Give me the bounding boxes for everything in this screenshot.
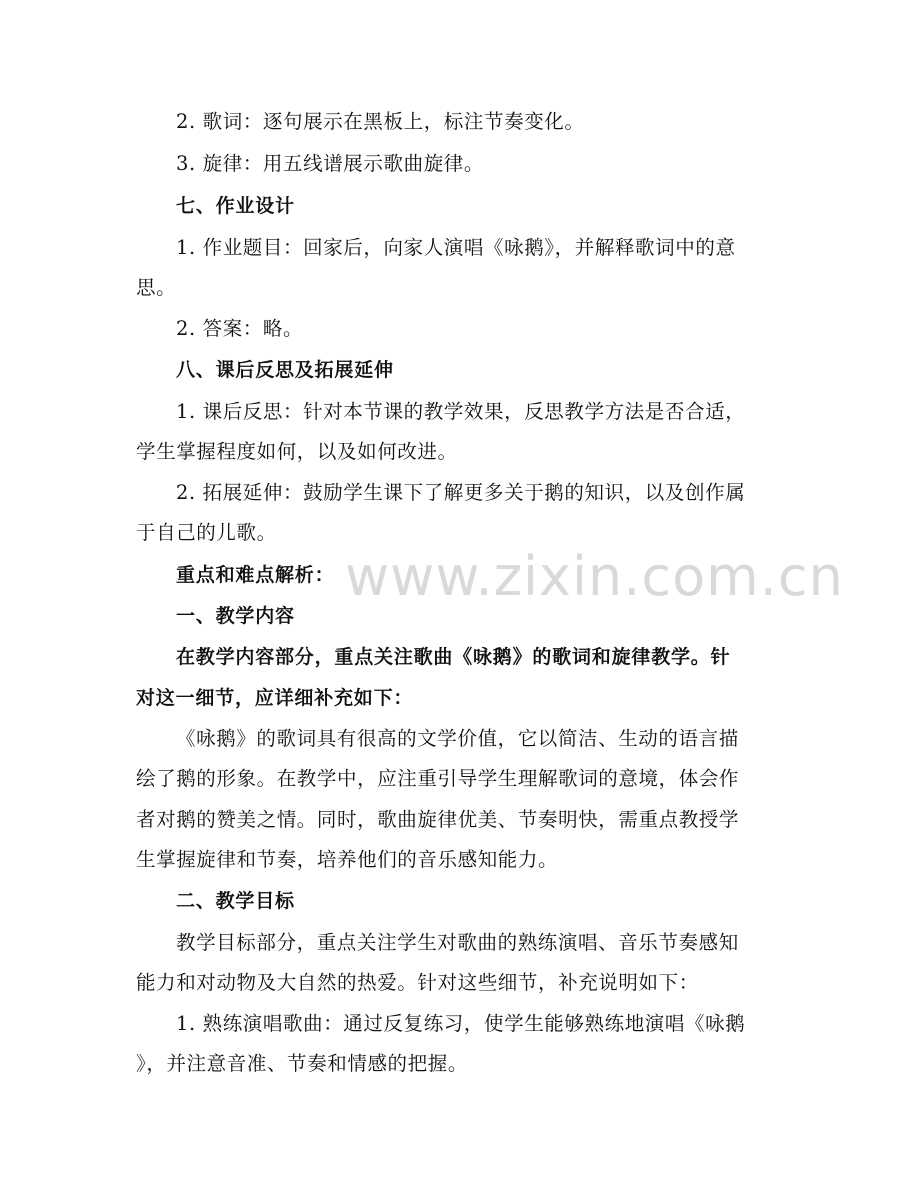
watermark: www.zixin.com.cn: [345, 545, 844, 608]
homework-item-1-cont: 思。: [136, 276, 177, 299]
objectives-item-1-cont: 》，并注意音准、节奏和情感的把握。: [136, 1052, 468, 1075]
content-emphasis-1: 在教学内容部分，重点关注歌曲《咏鹅》的歌词和旋律教学。针: [176, 646, 731, 668]
section-heading-objectives: 二、教学目标: [176, 890, 295, 912]
content-paragraph-line-1: 《咏鹅》的歌词具有很高的文学价值，它以简洁、生动的语言描: [176, 727, 739, 750]
reflection-item-1: 1. 课后反思：针对本节课的教学效果，反思教学方法是否合适，: [176, 400, 746, 423]
melody-item: 3. 旋律：用五线谱展示歌曲旋律。: [176, 152, 485, 175]
section-heading-content: 一、教学内容: [176, 605, 295, 627]
section-heading-homework: 七、作业设计: [176, 195, 295, 217]
content-paragraph-line-4: 生掌握旋律和节奏，培养他们的音乐感知能力。: [136, 848, 559, 871]
objectives-item-1: 1. 熟练演唱歌曲：通过反复练习，使学生能够熟练地演唱《咏鹅: [176, 1012, 746, 1035]
key-points-heading: 重点和难点解析：: [176, 564, 335, 586]
section-heading-reflection: 八、课后反思及拓展延伸: [176, 359, 394, 381]
lyrics-item: 2. 歌词：逐句展示在黑板上，标注节奏变化。: [176, 110, 585, 133]
content-paragraph-line-2: 绘了鹅的形象。在教学中，应注重引导学生理解歌词的意境，体会作: [136, 767, 740, 790]
reflection-item-1-cont: 学生掌握程度如何，以及如何改进。: [136, 440, 458, 463]
objectives-paragraph-line-2: 能力和对动物及大自然的热爱。针对这些细节，补充说明如下：: [136, 971, 699, 994]
extension-item-2-cont: 于自己的儿歌。: [136, 521, 277, 544]
homework-item-2: 2. 答案：略。: [176, 317, 304, 340]
homework-item-1: 1. 作业题目：回家后，向家人演唱《咏鹅》，并解释歌词中的意: [176, 236, 736, 259]
content-emphasis-2: 对这一细节，应详细补充如下：: [136, 687, 414, 709]
content-paragraph-line-3: 者对鹅的赞美之情。同时，歌曲旋律优美、节奏明快，需重点教授学: [136, 808, 740, 831]
objectives-paragraph-line-1: 教学目标部分，重点关注学生对歌曲的熟练演唱、音乐节奏感知: [176, 931, 739, 954]
extension-item-2: 2. 拓展延伸：鼓励学生课下了解更多关于鹅的知识，以及创作属: [176, 481, 746, 504]
